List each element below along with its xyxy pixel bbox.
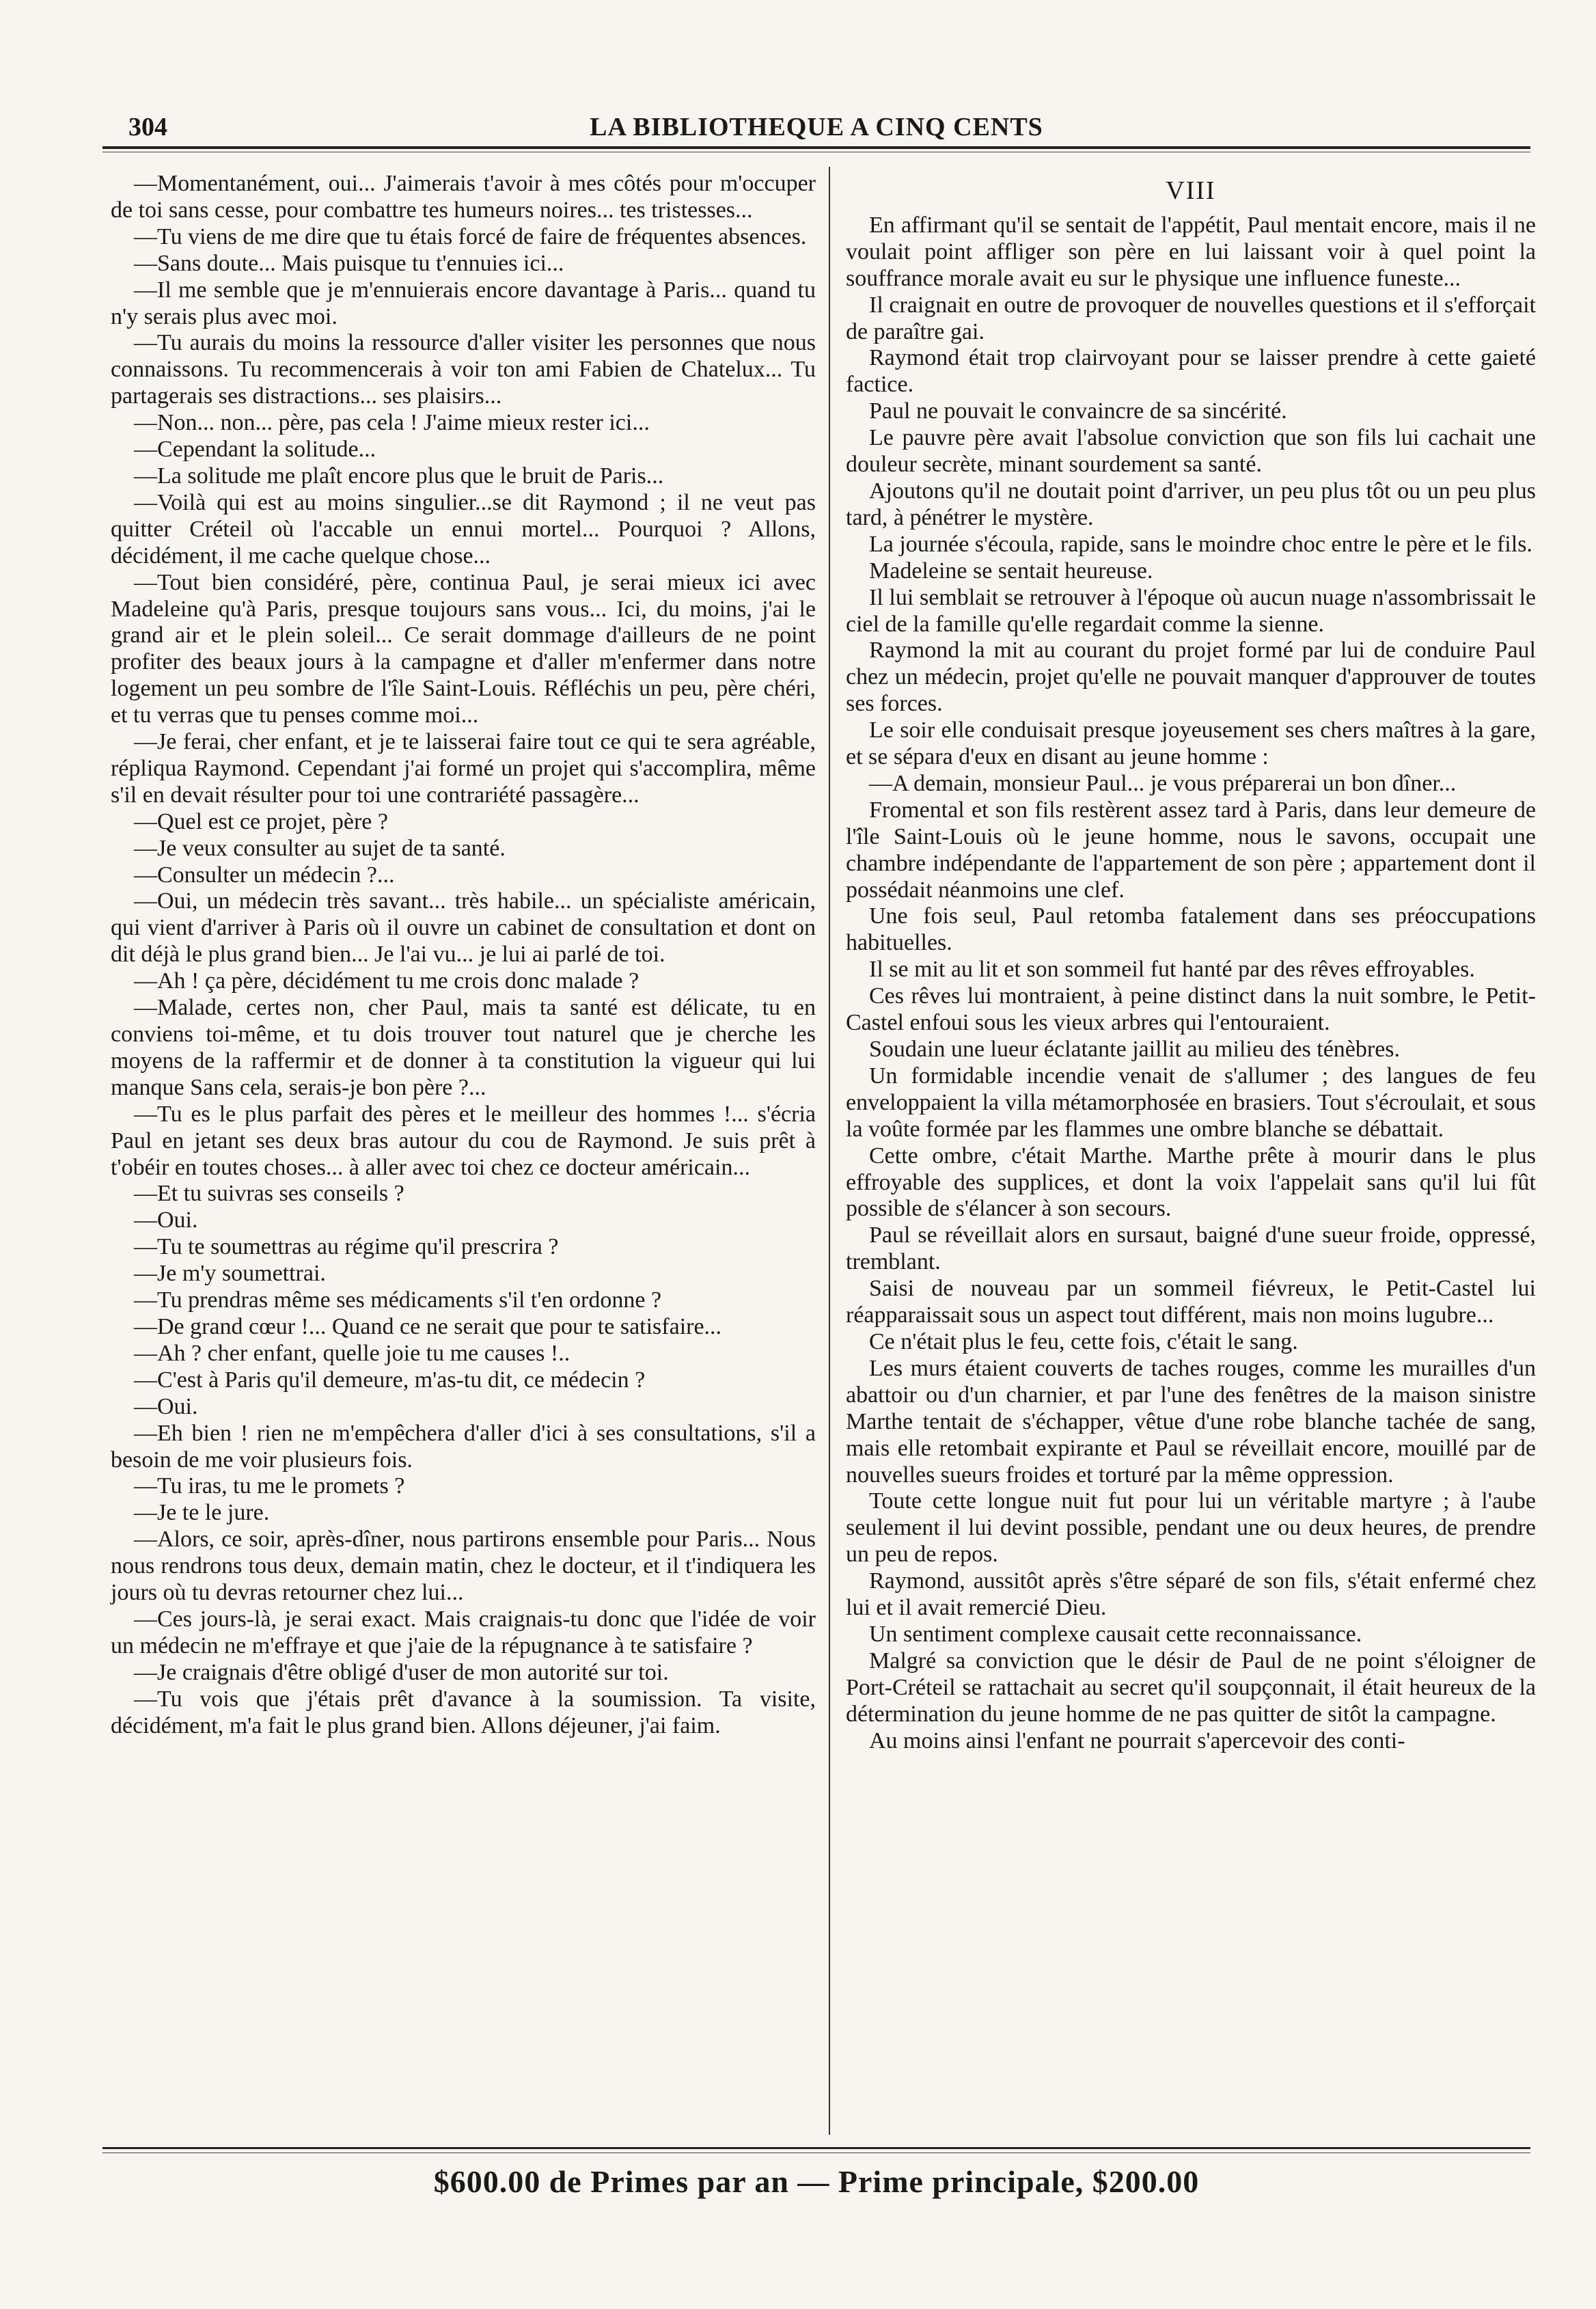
paragraph: —Tu te soumettras au régime qu'il prescrira ? bbox=[134, 1234, 559, 1260]
paragraph: Une fois seul, Paul retomba fatalement dans ses préoccupations habituelles. bbox=[846, 903, 1536, 956]
paragraph: —Je craignais d'être obligé d'user de mon autorité sur toi. bbox=[134, 1659, 669, 1685]
paragraph: —Oui, un médecin très savant... très habile... un spécialiste américain, qui vient d'arriver à Paris où il ouvre un cabinet de consultation et dont on dit déjà le plus grand bien... Je l'ai vu... je lui ai parlé de toi. bbox=[111, 888, 816, 968]
running-title: LA BIBLIOTHEQUE A CINQ CENTS bbox=[590, 113, 1043, 141]
paragraph: —Consulter un médecin ?... bbox=[134, 862, 395, 888]
paragraph: En affirmant qu'il se sentait de l'appétit, Paul mentait encore, mais il ne voulait point affliger son père en lui laissant voir à quel point la souffrance morale avait eu sur le physique une influence funeste... bbox=[846, 212, 1536, 291]
paragraph: —Tu prendras même ses médicaments s'il t'en ordonne ? bbox=[134, 1287, 662, 1313]
paragraph: —Ces jours-là, je serai exact. Mais craignais-tu donc que l'idée de voir un médecin ne m'effraye et que j'aie de la répugnance à te satisfaire ? bbox=[111, 1606, 816, 1658]
paragraph: —Tout bien considéré, père, continua Paul, je serai mieux ici avec Madeleine qu'à Paris, presque toujours sans vous... Ici, du moins, j'ai le grand air et le plein soleil... Ce serait dommage d'ailleurs de ne point profiter des beaux jours à la campagne et d'aller m'enfermer dans notre logement un peu sombre de l'île Saint-Louis. Réfléchis un peu, père chéri, et tu verras que tu penses comme moi... bbox=[111, 569, 816, 728]
chapter-heading: VIII bbox=[1166, 176, 1216, 205]
left-column bbox=[111, 171, 816, 1739]
page-header bbox=[102, 107, 1530, 148]
paragraph: —Tu aurais du moins la ressource d'aller visiter les personnes que nous connaissons. Tu recommencerais à voir ton ami Fabien de Chatelux... Tu partagerais ses distractions... ses plaisirs... bbox=[111, 330, 816, 409]
paragraph: —Non... non... père, pas cela ! J'aime mieux rester ici... bbox=[134, 410, 650, 436]
paragraph: —Alors, ce soir, après-dîner, nous partirons ensemble pour Paris... Nous nous rendrons tous deux, demain matin, chez le docteur, et il t'indiquera les jours où tu devras retourner chez lui... bbox=[111, 1527, 816, 1606]
paragraph: Les murs étaient couverts de taches rouges, comme les murailles d'un abattoir ou d'un charnier, et par l'une des fenêtres de la maison sinistre Marthe tentait de s'échapper, vêtue d'une robe blanche tachée de sang, mais elle retombait expirante et Paul se réveillait encore, mouillé par de nouvelles sueurs froides et torturé par la même oppression. bbox=[846, 1355, 1536, 1488]
footer-banner: $600.00 de Primes par an — Prime principale, $200.00 bbox=[433, 2164, 1200, 2199]
paragraph: —Momentanément, oui... J'aimerais t'avoir à mes côtés pour m'occuper de toi sans cesse, pour combattre tes humeurs noires... tes tristesses... bbox=[111, 171, 816, 223]
paragraph: —Oui. bbox=[134, 1207, 198, 1233]
paragraph: —Oui. bbox=[134, 1393, 198, 1419]
paragraph: Toute cette longue nuit fut pour lui un véritable martyre ; à l'aube seulement il lui devint possible, pendant une ou deux heures, de prendre un peu de repos. bbox=[846, 1488, 1536, 1568]
paragraph: —La solitude me plaît encore plus que le bruit de Paris... bbox=[134, 463, 664, 489]
paragraph: Il craignait en outre de provoquer de nouvelles questions et il s'efforçait de paraître gai. bbox=[846, 292, 1536, 344]
paragraph: Un formidable incendie venait de s'allumer ; des langues de feu enveloppaient la villa métamorphosée en brasiers. Tout s'écroulait, et sous la voûte formée par les flammes une ombre blanche se débattait. bbox=[846, 1063, 1536, 1142]
paragraph: —Tu vois que j'étais prêt d'avance à la soumission. Ta visite, décidément, m'a fait le plus grand bien. Allons déjeuner, j'ai faim. bbox=[111, 1686, 816, 1738]
paragraph: Paul ne pouvait le convaincre de sa sincérité. bbox=[869, 398, 1287, 424]
paragraph: Le soir elle conduisait presque joyeusement ses chers maîtres à la gare, et se sépara d'eux en disant au jeune homme : bbox=[846, 718, 1536, 770]
paragraph: Le pauvre père avait l'absolue conviction que son fils lui cachait une douleur secrète, minant sourdement sa santé. bbox=[846, 425, 1536, 478]
paragraph: —Voilà qui est au moins singulier...se dit Raymond ; il ne veut pas quitter Créteil où l'accable un ennui mortel... Pourquoi ? Allons, décidément, il me cache quelque chose... bbox=[111, 489, 816, 569]
paragraph: —Et tu suivras ses conseils ? bbox=[134, 1181, 404, 1207]
paragraph: La journée s'écoula, rapide, sans le moindre choc entre le père et le fils. bbox=[869, 531, 1532, 557]
paragraph: Paul se réveillait alors en sursaut, baigné d'une sueur froide, oppressé, tremblant. bbox=[846, 1222, 1536, 1275]
paragraph: Ce n'était plus le feu, cette fois, c'était le sang. bbox=[869, 1328, 1298, 1354]
paragraph: Un sentiment complexe causait cette reconnaissance. bbox=[869, 1621, 1362, 1647]
paragraph: Ces rêves lui montraient, à peine distinct dans la nuit sombre, le Petit-Castel enfoui sous les vieux arbres qui l'entouraient. bbox=[846, 983, 1536, 1036]
paragraph: —Je te le jure. bbox=[134, 1500, 270, 1526]
paragraph: Raymond était trop clairvoyant pour se laisser prendre à cette gaieté factice. bbox=[846, 345, 1536, 398]
paragraph: —Je ferai, cher enfant, et je te laisserai faire tout ce qui te sera agréable, répliqua Raymond. Cependant j'ai formé un projet qui s'accomplira, même s'il en devait résulter pour toi une contrariété passagère... bbox=[111, 729, 816, 808]
paragraph: Malgré sa conviction que le désir de Paul de ne point s'éloigner de Port-Créteil se rattachait au secret qu'il soupçonnait, il était heureux de la détermination du jeune homme de ne pas quitter de sitôt la campagne. bbox=[846, 1648, 1536, 1727]
paragraph: Madeleine se sentait heureuse. bbox=[869, 558, 1153, 584]
paragraph: —Tu viens de me dire que tu étais forcé de faire de fréquentes absences. bbox=[134, 223, 807, 249]
paragraph: —A demain, monsieur Paul... je vous préparerai un bon dîner... bbox=[869, 770, 1457, 796]
paragraph: —Eh bien ! rien ne m'empêchera d'aller d'ici à ses consultations, s'il a besoin de me voir plusieurs fois. bbox=[111, 1420, 816, 1473]
paragraph: —Tu es le plus parfait des pères et le meilleur des hommes !... s'écria Paul en jetant ses deux bras autour du cou de Raymond. Je suis prêt à t'obéir en toutes choses... à aller avec toi chez ce docteur américain... bbox=[111, 1101, 816, 1180]
right-column bbox=[846, 171, 1536, 1754]
paragraph: Fromental et son fils restèrent assez tard à Paris, dans leur demeure de l'île Saint-Louis où le jeune homme, nous le savons, occupait une chambre indépendante de l'appartement de son père ; appartement dont il possédait néanmoins une clef. bbox=[846, 797, 1536, 903]
paragraph: Raymond la mit au courant du projet formé par lui de conduire Paul chez un médecin, projet qu'elle ne pouvait manquer d'approuver de toutes ses forces. bbox=[846, 638, 1536, 717]
page-number: 304 bbox=[128, 113, 167, 141]
paragraph: Il se mit au lit et son sommeil fut hanté par des rêves effroyables. bbox=[869, 957, 1475, 983]
paragraph: Ajoutons qu'il ne doutait point d'arriver, un peu plus tôt ou un peu plus tard, à pénétrer le mystère. bbox=[846, 478, 1536, 530]
paragraph: Il lui semblait se retrouver à l'époque où aucun nuage n'assombrissait le ciel de la famille qu'elle regardait comme la sienne. bbox=[846, 584, 1536, 637]
paragraph: Cette ombre, c'était Marthe. Marthe prête à mourir dans le plus effroyable des supplices, et dont la voix l'appelait sans qu'il lui fût possible de s'élancer à son secours. bbox=[846, 1143, 1536, 1222]
paragraph: —Tu iras, tu me le promets ? bbox=[134, 1473, 405, 1499]
paragraph: Au moins ainsi l'enfant ne pourrait s'apercevoir des conti- bbox=[869, 1727, 1405, 1753]
paragraph: —Quel est ce projet, père ? bbox=[134, 808, 388, 834]
paragraph: —Malade, certes non, cher Paul, mais ta santé est délicate, tu en conviens toi-même, et tu dois trouver tout naturel que je cherche les moyens de la raffermir et de donner à ta constitution la vigueur qui lui manque Sans cela, serais-je bon père ?... bbox=[111, 995, 816, 1100]
paragraph: —Je veux consulter au sujet de ta santé. bbox=[134, 835, 506, 861]
paragraph: —Il me semble que je m'ennuierais encore davantage à Paris... quand tu n'y serais plus avec moi. bbox=[111, 277, 816, 329]
footer-rule bbox=[102, 2147, 1530, 2149]
paragraph: —C'est à Paris qu'il demeure, m'as-tu dit, ce médecin ? bbox=[134, 1367, 646, 1393]
paragraph: —Ah ! ça père, décidément tu me crois donc malade ? bbox=[134, 968, 639, 994]
column-separator bbox=[829, 167, 830, 2135]
paragraph: —Ah ? cher enfant, quelle joie tu me causes !.. bbox=[134, 1340, 570, 1366]
header-rule bbox=[102, 146, 1530, 149]
paragraph: Raymond, aussitôt après s'être séparé de son fils, s'était enfermé chez lui et il avait remercié Dieu. bbox=[846, 1568, 1536, 1621]
paragraph: —Sans doute... Mais puisque tu t'ennuies ici... bbox=[134, 250, 564, 276]
paragraph: Soudain une lueur éclatante jaillit au milieu des ténèbres. bbox=[869, 1037, 1401, 1062]
paragraph: —De grand cœur !... Quand ce ne serait que pour te satisfaire... bbox=[134, 1313, 722, 1339]
paragraph: —Je m'y soumettrai. bbox=[134, 1261, 326, 1287]
paragraph: Saisi de nouveau par un sommeil fiévreux, le Petit-Castel lui réapparaissait sous un aspect tout différent, mais non moins lugubre... bbox=[846, 1276, 1536, 1328]
paragraph: —Cependant la solitude... bbox=[134, 437, 376, 463]
